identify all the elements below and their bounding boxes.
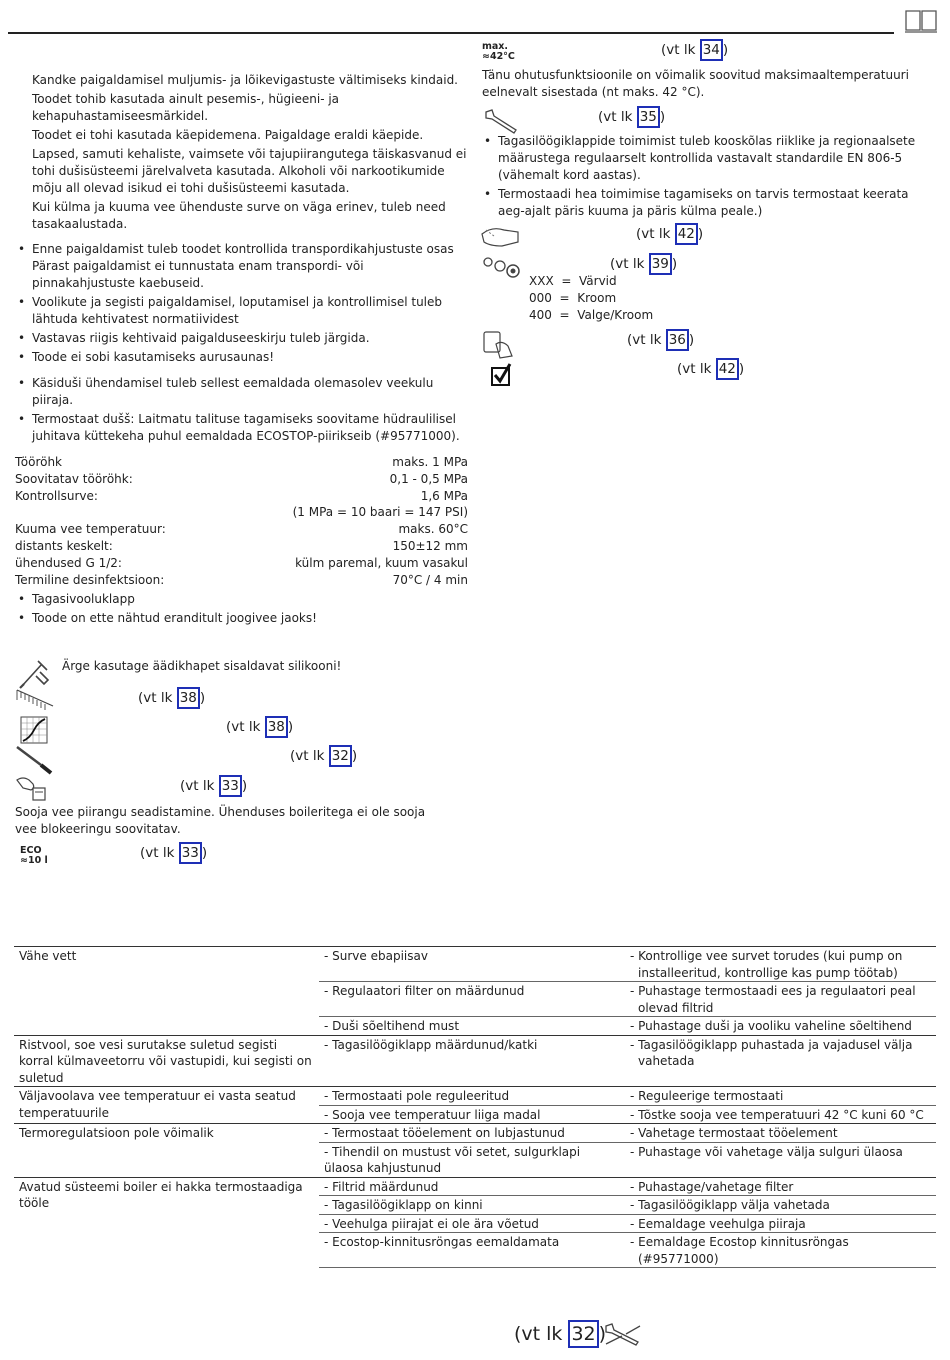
list-item: • Vastavas riigis kehtivaid paigalduseeskirju tuleb järgida. (18, 331, 370, 345)
finish-row: 000 = Kroom (529, 291, 617, 305)
list-item: • Toode ei sobi kasutamiseks aurusaunas! (18, 350, 275, 364)
flow-diagram-icon (20, 716, 48, 744)
checkbox-icon (490, 362, 514, 388)
cause-cell: - Tagasilöögiklapp on kinni (319, 1196, 624, 1215)
remedy-cell: - Eemaldage veehulga piiraja (624, 1214, 936, 1233)
remedy-cell: - Puhastage duši ja vooliku vaheline sõeltihend (624, 1017, 936, 1036)
page-reference: (vt lk 32 ) (290, 745, 357, 767)
list-item: • Toode on ette nähtud eranditult joogivee jaoks! (18, 611, 317, 626)
cause-cell: - Tagasilöögiklapp määrdunud/katki (319, 1035, 624, 1087)
page-link[interactable]: 38 (265, 716, 288, 738)
cause-cell: - Ecostop-kinnitusröngas eemaldamata (319, 1233, 624, 1268)
operation-hand-icon (482, 330, 516, 360)
remedy-cell: - Reguleerige termostaati (624, 1087, 936, 1106)
eco-label: ECO ≈10 l (20, 845, 48, 866)
safety-paragraph: Toodet tohib kasutada ainult pesemis-, hügieeni- ja kehapuhastamiseesmärkidel. (32, 92, 340, 123)
service-list (484, 133, 936, 222)
page-link[interactable]: 32 (329, 745, 352, 767)
warm-water-note: Sooja vee piirangu seadistamine. Ühenduses boileritega ei ole sooja vee blokeeringu soovitatav. (15, 805, 426, 836)
safety-paragraph: Kandke paigaldamisel muljumis- ja lõikevigastuste vältimiseks kindaid. (32, 73, 458, 87)
page-reference: (vt lk 35 ) (598, 106, 665, 128)
troubleshooting-table (14, 946, 936, 1268)
cause-cell: - Termostaati pole reguleeritud (319, 1087, 624, 1106)
footer-reference: (vt lk 32 ) (514, 1320, 606, 1348)
page-reference: (vt lk 34 ) (661, 39, 728, 61)
list-item: • Käsiduši ühendamisel tuleb sellest eemaldada olemasolev veekulu piiraja. (18, 376, 434, 407)
cause-cell: - Regulaatori filter on määrdunud (319, 982, 624, 1017)
table-row (14, 1087, 936, 1106)
spec-row: (1 MPa = 10 baari = 147 PSI) (292, 505, 468, 520)
safety-paragraph: Kui külma ja kuuma vee ühenduste surve on väga erinev, tuleb need tasakaalustada. (32, 200, 446, 231)
page-reference: (vt lk 36 ) (627, 329, 694, 351)
spec-row: Soovitatav tööröhk: 0,1 - 0,5 MPa (15, 471, 468, 486)
problem-cell: Väljavoolava vee temperatuur ei vasta seatud temperatuurile (14, 1087, 319, 1124)
table-row (14, 1177, 936, 1196)
cleaning-hand-icon (480, 224, 522, 250)
page-reference: (vt lk 42 ) (636, 223, 703, 245)
cause-cell: - Termostaat tööelement on lubjastunud (319, 1124, 624, 1143)
page-link[interactable]: 36 (666, 329, 689, 351)
list-item: • Termostaadi hea toimimise tagamiseks on tarvis termostaat keerata aeg-ajalt päris kuuma ja päris külma peale.) (484, 187, 909, 218)
silicone-gun-icon (18, 656, 52, 690)
finish-row: 400 = Valge/Kroom (529, 308, 654, 322)
spec-row: Kontrollsurve: 1,6 MPa (15, 488, 468, 503)
problem-cell: Vähe vett (14, 947, 319, 1036)
page-link[interactable]: 35 (637, 106, 660, 128)
problem-cell: Avatud süsteemi boiler ei hakka termostaadiga tööle (14, 1177, 319, 1268)
open-book-icon (904, 8, 938, 34)
remedy-cell: - Tõstke sooja vee temperatuuri 42 °C kuni 60 °C (624, 1105, 936, 1124)
spare-parts-icon (482, 254, 522, 282)
list-item: • Tagasivooluklapp (18, 592, 135, 607)
page-link[interactable]: 38 (177, 687, 200, 709)
page-link[interactable]: 34 (700, 39, 723, 61)
spec-row: Termiline desinfektsioon: 70°C / 4 min (15, 572, 468, 587)
max-temp-label: max. ≈42°C (482, 41, 515, 62)
installation-list (18, 241, 468, 368)
remedy-cell: - Eemaldage Ecostop kinnitusröngas (#95771000) (624, 1233, 936, 1268)
max-temp-text: Tänu ohutusfunktsioonile on võimalik soovitud maksimaaltemperatuuri eelnevalt sisestada (nt maks. 42 °C). (482, 68, 909, 99)
spec-row: distants keskelt: 150±12 mm (15, 538, 468, 553)
list-item: • Enne paigaldamist tuleb toodet kontrollida transpordikahjustuste osas Pärast paigaldamist ei tunnustata enam transpordi- või pinnakahjustuste kaebuseid. (18, 242, 454, 290)
remedy-cell: - Tagasilöögiklapp puhastada ja vajadusel välja vahetada (624, 1035, 936, 1087)
wrench-icon (482, 108, 522, 134)
cause-cell: - Tihendil on mustust või setet, sulgurklapi ülaosa kahjustunud (319, 1142, 624, 1177)
list-item: • Termostaat dušš: Laitmatu talituse tagamiseks soovitame hüdraulilisel juhitava küttekeha puhul eemaldada ECOSTOP-piirikseib (#95771000). (18, 412, 460, 443)
page-link[interactable]: 33 (179, 842, 202, 864)
page-link[interactable]: 42 (716, 358, 739, 380)
remedy-cell: - Tagasilöögiklapp välja vahetada (624, 1196, 936, 1215)
cause-cell: - Veehulga piirajat ei ole ära võetud (319, 1214, 624, 1233)
spec-row: Kuuma vee temperatuur: maks. 60°C (15, 522, 468, 537)
remedy-cell: - Puhastage või vahetage välja sulguri ülaosa (624, 1142, 936, 1177)
page-link[interactable]: 39 (649, 253, 672, 275)
problem-cell: Termoregulatsioon pole võimalik (14, 1124, 319, 1178)
page-link[interactable]: 42 (675, 223, 698, 245)
safety-section (32, 72, 468, 233)
silicone-note: Ärge kasutage äädikhapet sisaldavat silikooni! (62, 659, 342, 673)
cause-cell: - Filtrid määrdunud (319, 1177, 624, 1196)
remedy-cell: - Puhastage/vahetage filter (624, 1177, 936, 1196)
list-item: • Voolikute ja segisti paigaldamisel, loputamisel ja kontrollimisel tuleb lähtuda kehtivatest normatiividest (18, 295, 443, 326)
page-reference: (vt lk 42 ) (677, 358, 744, 380)
cause-cell: - Surve ebapiisav (319, 947, 624, 982)
safety-paragraph: Toodet ei tohi kasutada käepidemena. Paigaldage eraldi käepide. (32, 128, 424, 142)
screwdriver-icon (15, 745, 55, 775)
spec-list (15, 454, 468, 629)
remedy-cell: - Kontrollige vee survet torudes (kui pump on installeeritud, kontrollige kas pump töötab) (624, 947, 936, 982)
cause-cell: - Sooja vee temperatuur liiga madal (319, 1105, 624, 1124)
spec-row: Tööröhk maks. 1 MPa (15, 455, 468, 469)
hand-adjust-icon (15, 774, 49, 804)
cause-cell: - Duši sõeltihend must (319, 1017, 624, 1036)
header-rule (8, 32, 894, 34)
page-reference: (vt lk 33 ) (180, 775, 247, 797)
finish-list (529, 273, 653, 324)
table-row (14, 947, 936, 982)
notes-list (18, 375, 468, 447)
remedy-cell: - Vahetage termostaat tööelement (624, 1124, 936, 1143)
page-link[interactable]: 32 (568, 1320, 598, 1348)
remedy-cell: - Puhastage termostaadi ees ja regulaatori peal olevad filtrid (624, 982, 936, 1017)
page-reference: (vt lk 38 ) (226, 716, 293, 738)
page-link[interactable]: 33 (219, 775, 242, 797)
page-reference: (vt lk 38 ) (138, 687, 205, 709)
wrench-tools-icon (602, 1322, 644, 1348)
dimensions-icon (15, 686, 55, 712)
problem-cell: Ristvool, soe vesi surutakse suletud segisti korral külmaveetorru või vastupidi, kui segisti on suletud (14, 1035, 319, 1087)
safety-paragraph: Lapsed, samuti kehaliste, vaimsete või tajupiirangutega täiskasvanud ei tohi dušisüsteemi järelvalveta kasutada. Alkoholi või narkootikumide mõju all olevad isikud ei tohi dušisüsteemi kasutada. (32, 147, 467, 195)
list-item: • Tagasilöögiklappide toimimist tuleb kooskõlas riiklike ja regionaalsete määrustega regulaarselt kontrollida vastavalt standardile EN 806-5 (vähemalt kord aastas). (484, 134, 916, 182)
spec-row: ühendused G 1/2: külm paremal, kuum vasakul (15, 555, 468, 570)
table-row (14, 1035, 936, 1087)
finish-row: XXX = Värvid (529, 274, 617, 288)
table-row (14, 1124, 936, 1143)
page-reference: (vt lk 33 ) (140, 842, 207, 864)
page-reference: (vt lk 39 ) (610, 253, 677, 275)
